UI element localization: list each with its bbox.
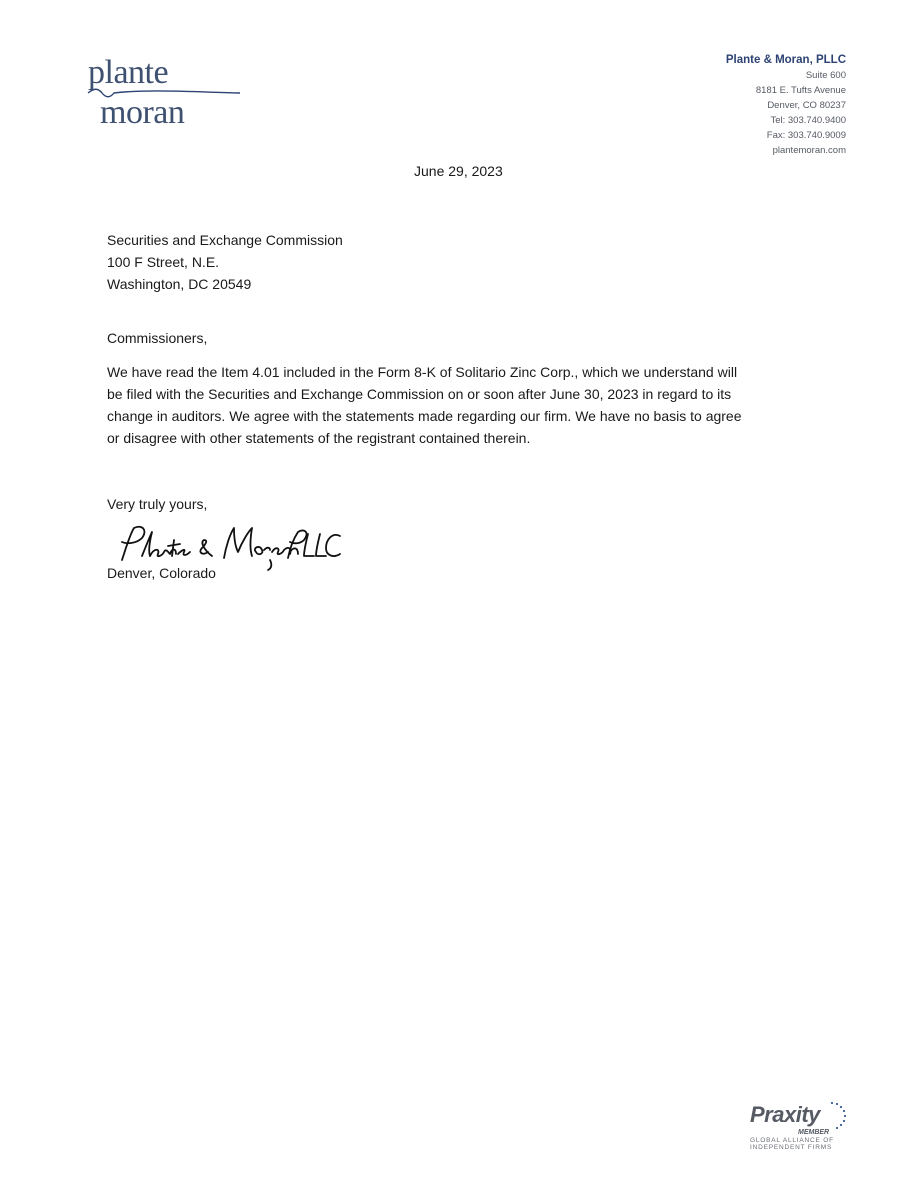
firm-name: Plante & Moran, PLLC [725, 54, 846, 66]
firm-website: plantemoran.com [772, 145, 846, 156]
salutation: Commissioners, [107, 330, 208, 346]
body-line: We have read the Item 4.01 included in the Form 8-K of Solitario Zinc Corp., which we understand will [107, 364, 738, 380]
praxity-member-logo [746, 1100, 856, 1160]
letter-body [107, 361, 807, 449]
recipient-street: 100 F Street, N.E. [107, 254, 220, 270]
praxity-name: Praxity [750, 1102, 820, 1127]
praxity-member-label: MEMBER [798, 1129, 830, 1136]
recipient-address [107, 229, 343, 295]
praxity-tagline-line2: INDEPENDENT FIRMS [750, 1144, 833, 1151]
firm-suite: Suite 600 [805, 70, 846, 81]
firm-street: 8181 E. Tufts Avenue [755, 85, 846, 96]
logo-text-plante: plante [88, 54, 169, 91]
firm-tel: Tel: 303.740.9400 [770, 115, 846, 126]
recipient-city: Washington, DC 20549 [107, 276, 252, 292]
body-line: change in auditors. We agree with the statements made regarding our firm. We have no basis to agree [107, 408, 742, 424]
letterhead-address [726, 52, 846, 158]
recipient-name: Securities and Exchange Commission [107, 232, 343, 248]
body-line: be filed with the Securities and Exchange Commission on or soon after June 30, 2023 in regard to its [107, 386, 732, 402]
closing: Very truly yours, [107, 496, 208, 512]
logo-text-moran: moran [100, 94, 185, 131]
letter-date: June 29, 2023 [414, 163, 503, 179]
praxity-tagline-line1: GLOBAL ALLIANCE OF [750, 1137, 834, 1144]
plante-moran-logo [86, 56, 246, 136]
firm-fax: Fax: 303.740.9009 [766, 130, 846, 141]
body-line: or disagree with other statements of the registrant contained therein. [107, 430, 531, 446]
signer-location: Denver, Colorado [107, 565, 216, 581]
firm-city: Denver, CO 80237 [767, 100, 846, 111]
praxity-tagline [750, 1137, 834, 1151]
